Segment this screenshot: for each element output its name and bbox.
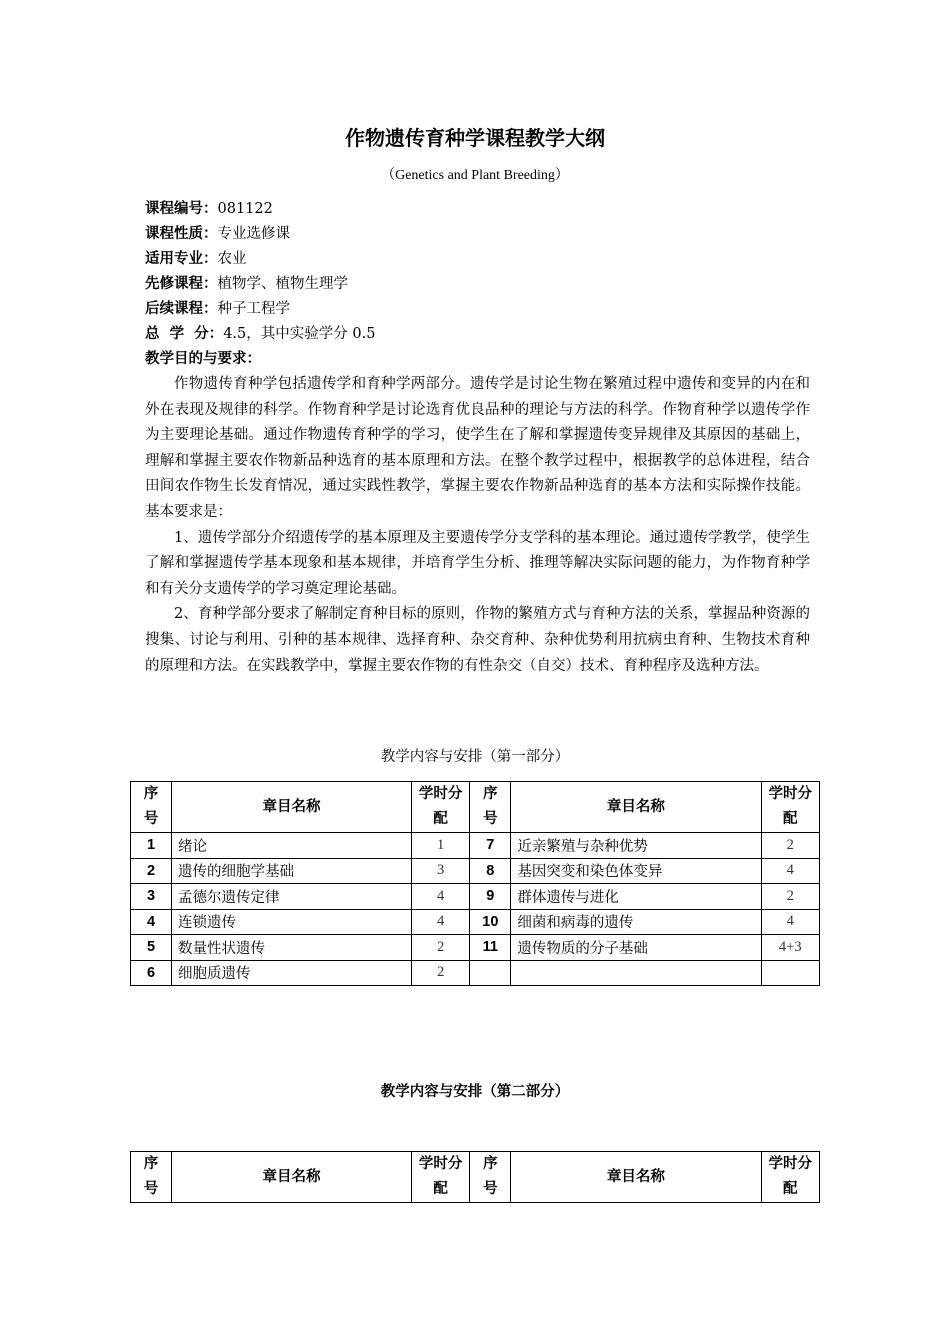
meta-label: 总 学 分： — [145, 326, 224, 342]
table1-caption: 教学内容与安排（第一部分） — [380, 749, 570, 765]
cell-no: 5 — [131, 935, 172, 961]
cell-name: 连锁遗传 — [172, 909, 412, 935]
cell-hours: 4 — [411, 884, 469, 910]
header-hours: 学时分配 — [761, 1152, 819, 1203]
header-name: 章目名称 — [511, 1152, 761, 1203]
cell-hours: 2 — [761, 833, 819, 859]
cell-no: 9 — [470, 884, 511, 910]
cell-name: 细菌和病毒的遗传 — [511, 909, 761, 935]
cell-no: 11 — [470, 935, 511, 961]
paragraph: 1、遗传学部分介绍遗传学的基本原理及主要遗传学分支学科的基本理论。通过遗传学教学，使学生了解和掌握遗传学基本现象和基本规律，并培育学生分析、推理等解决实际问题的能力，为作物育种学和有关分支遗传学的学习奠定理论基础。 — [145, 529, 810, 597]
header-hours: 学时分配 — [411, 1152, 469, 1203]
credits-row — [145, 322, 810, 347]
table-row — [131, 858, 820, 884]
header-name: 章目名称 — [172, 782, 412, 833]
cell-hours: 2 — [761, 884, 819, 910]
document-title: 作物遗传育种学课程教学大纲 — [345, 126, 605, 150]
cell-no — [470, 960, 511, 986]
meta-value: 4.5，其中实验学分 0.5 — [223, 326, 376, 342]
cell-name — [511, 960, 761, 986]
cell-name: 遗传的细胞学基础 — [172, 858, 412, 884]
follow-up-row — [145, 297, 810, 322]
meta-label: 适用专业： — [145, 251, 218, 267]
cell-no: 1 — [131, 833, 172, 859]
header-name: 章目名称 — [172, 1152, 412, 1203]
meta-value: 种子工程学 — [217, 301, 290, 317]
cell-hours: 1 — [411, 833, 469, 859]
cell-name: 近亲繁殖与杂种优势 — [511, 833, 761, 859]
cell-hours: 4+3 — [761, 935, 819, 961]
course-code-row — [145, 197, 810, 222]
cell-no: 2 — [131, 858, 172, 884]
objective-heading: 教学目的与要求： — [145, 351, 261, 367]
cell-hours: 4 — [761, 909, 819, 935]
cell-name: 绪论 — [172, 833, 412, 859]
meta-label: 后续课程： — [145, 301, 218, 317]
course-info — [145, 197, 810, 372]
meta-value: 081122 — [217, 201, 273, 217]
table-row — [131, 935, 820, 961]
meta-value: 植物学、植物生理学 — [217, 276, 348, 292]
table-header-row — [131, 782, 820, 833]
schedule-table-part1 — [130, 781, 820, 986]
objective-body — [145, 372, 810, 679]
cell-no: 8 — [470, 858, 511, 884]
cell-name: 数量性状遗传 — [172, 935, 412, 961]
header-no: 序号 — [131, 782, 172, 833]
cell-name: 基因突变和染色体变异 — [511, 858, 761, 884]
cell-no: 6 — [131, 960, 172, 986]
cell-hours: 2 — [411, 960, 469, 986]
cell-hours: 4 — [411, 909, 469, 935]
objective-heading-row — [145, 347, 810, 372]
meta-value: 专业选修课 — [217, 226, 290, 242]
cell-no: 4 — [131, 909, 172, 935]
header-name: 章目名称 — [511, 782, 761, 833]
table2-caption: 教学内容与安排（第二部分） — [380, 1084, 570, 1100]
major-row — [145, 247, 810, 272]
table-header-row — [131, 1152, 820, 1203]
cell-hours: 3 — [411, 858, 469, 884]
header-hours: 学时分配 — [411, 782, 469, 833]
cell-hours: 4 — [761, 858, 819, 884]
cell-hours: 2 — [411, 935, 469, 961]
meta-value: 农业 — [217, 251, 247, 267]
table-row — [131, 833, 820, 859]
course-type-row — [145, 222, 810, 247]
cell-name: 孟德尔遗传定律 — [172, 884, 412, 910]
paragraph: 作物遗传育种学包括遗传学和育种学两部分。遗传学是讨论生物在繁殖过程中遗传和变异的内在和外在表现及规律的科学。作物育种学是讨论选育优良品种的理论与方法的科学。作物育种学以遗传学作为主要理论基础。通过作物遗传育种学的学习，使学生在了解和掌握遗传变异规律及其原因的基础上，理解和掌握主要农作物新品种选育的基本原理和方法。在整个教学过程中，根据教学的总体进程，结合田间农作物生长发育情况，通过实践性教学，掌握主要农作物新品种选育的基本方法和实际操作技能。基本要求是： — [145, 376, 810, 520]
table-row — [131, 960, 820, 986]
cell-name: 细胞质遗传 — [172, 960, 412, 986]
cell-hours — [761, 960, 819, 986]
cell-name: 遗传物质的分子基础 — [511, 935, 761, 961]
meta-label: 先修课程： — [145, 276, 218, 292]
cell-no: 7 — [470, 833, 511, 859]
cell-name: 群体遗传与进化 — [511, 884, 761, 910]
header-no: 序号 — [470, 782, 511, 833]
paragraph: 2、育种学部分要求了解制定育种目标的原则，作物的繁殖方式与育种方法的关系，掌握品种资源的搜集、讨论与利用、引种的基本规律、选择育种、杂交育种、杂种优势利用抗病虫育种、生物技术育种的原理和方法。在实践教学中，掌握主要农作物的有性杂交（自交）技术、育种程序及选种方法。 — [145, 606, 810, 674]
document-subtitle: （Genetics and Plant Breeding） — [381, 168, 569, 183]
prerequisite-row — [145, 272, 810, 297]
cell-no: 10 — [470, 909, 511, 935]
meta-label: 课程性质： — [145, 226, 218, 242]
cell-no: 3 — [131, 884, 172, 910]
header-no: 序号 — [131, 1152, 172, 1203]
header-hours: 学时分配 — [761, 782, 819, 833]
table-row — [131, 909, 820, 935]
header-no: 序号 — [470, 1152, 511, 1203]
table-row — [131, 884, 820, 910]
schedule-table-part2 — [130, 1151, 820, 1203]
meta-label: 课程编号： — [145, 201, 218, 217]
